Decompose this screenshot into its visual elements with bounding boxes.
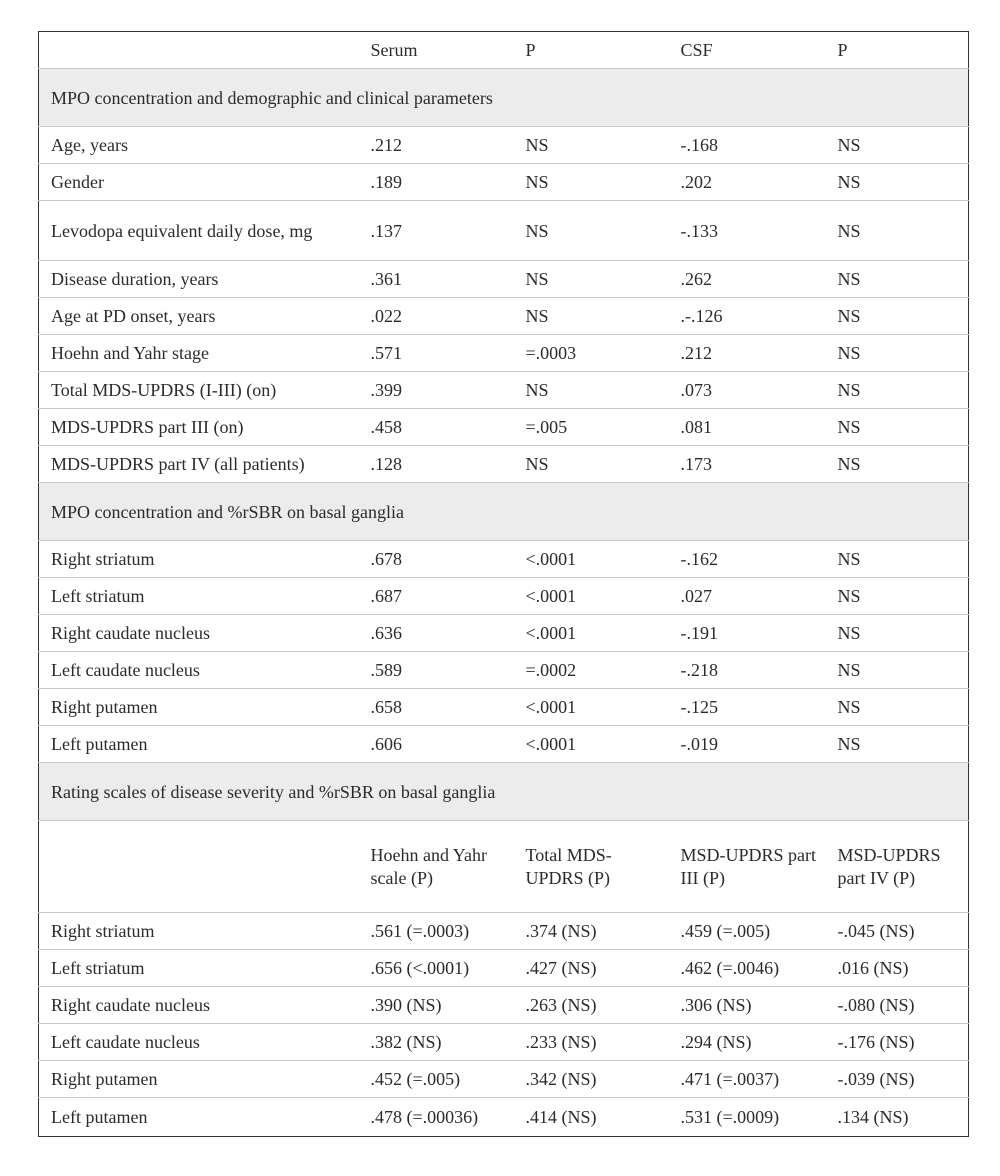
value-cell: .128 <box>359 446 514 483</box>
subheader-text: MSD-UPDRS part III (P) <box>680 844 817 888</box>
row-label: Disease duration, years <box>39 261 359 298</box>
value-cell: NS <box>826 372 969 409</box>
value-cell: .374 (NS) <box>514 913 669 950</box>
value-cell: NS <box>514 201 669 261</box>
table-row <box>39 689 969 726</box>
value-cell: NS <box>514 372 669 409</box>
value-cell: .081 <box>669 409 826 446</box>
value-cell: -.019 <box>669 726 826 763</box>
value-cell: .459 (=.005) <box>669 913 826 950</box>
table-row <box>39 578 969 615</box>
value-cell: .212 <box>669 335 826 372</box>
row-label: Left caudate nucleus <box>39 652 359 689</box>
value-cell: <.0001 <box>514 726 669 763</box>
row-label: Left putamen <box>39 726 359 763</box>
value-cell: <.0001 <box>514 689 669 726</box>
value-cell: -.080 (NS) <box>826 987 969 1024</box>
value-cell: .233 (NS) <box>514 1024 669 1061</box>
value-cell: NS <box>826 298 969 335</box>
value-cell: .306 (NS) <box>669 987 826 1024</box>
subheader-text: Hoehn and Yahr scale (P) <box>370 844 487 888</box>
value-cell: -.125 <box>669 689 826 726</box>
subheader-text: Total MDS-UPDRS (P) <box>525 844 612 888</box>
value-cell: .390 (NS) <box>359 987 514 1024</box>
subheader-cell <box>826 821 969 913</box>
table-header-row <box>39 32 969 69</box>
value-cell: <.0001 <box>514 541 669 578</box>
value-cell: .022 <box>359 298 514 335</box>
header-cell-csf: CSF <box>669 32 826 69</box>
value-cell: NS <box>826 127 969 164</box>
value-cell: =.005 <box>514 409 669 446</box>
table-row <box>39 615 969 652</box>
value-cell: NS <box>514 127 669 164</box>
value-cell: .212 <box>359 127 514 164</box>
value-cell: NS <box>514 298 669 335</box>
value-cell: .427 (NS) <box>514 950 669 987</box>
value-cell: .636 <box>359 615 514 652</box>
value-cell: NS <box>826 201 969 261</box>
value-cell: .471 (=.0037) <box>669 1061 826 1098</box>
table-row <box>39 652 969 689</box>
value-cell: .361 <box>359 261 514 298</box>
table-body <box>39 32 969 1137</box>
header-cell-p: P <box>826 32 969 69</box>
value-cell: .027 <box>669 578 826 615</box>
row-label: Right striatum <box>39 541 359 578</box>
section-title: MPO concentration and %rSBR on basal ganglia <box>39 483 969 541</box>
value-cell: .452 (=.005) <box>359 1061 514 1098</box>
row-label: Right putamen <box>39 1061 359 1098</box>
row-label: MDS-UPDRS part III (on) <box>39 409 359 446</box>
table-row <box>39 541 969 578</box>
table-row <box>39 1061 969 1098</box>
value-cell: NS <box>826 541 969 578</box>
value-cell: NS <box>826 652 969 689</box>
table-row <box>39 446 969 483</box>
correlation-table-container <box>38 31 968 1137</box>
table-row <box>39 261 969 298</box>
subheader-cell <box>39 821 359 913</box>
row-label: Left caudate nucleus <box>39 1024 359 1061</box>
value-cell: .478 (=.00036) <box>370 1107 479 1127</box>
row-label: Left putamen <box>51 1107 148 1127</box>
value-cell: .137 <box>359 201 514 261</box>
header-cell-serum: Serum <box>359 32 514 69</box>
value-cell: -.168 <box>669 127 826 164</box>
value-cell: .656 (<.0001) <box>359 950 514 987</box>
value-cell: .382 (NS) <box>359 1024 514 1061</box>
table-row <box>39 372 969 409</box>
row-label: Left striatum <box>39 950 359 987</box>
value-cell: .073 <box>669 372 826 409</box>
table-row <box>39 1024 969 1061</box>
table-row <box>39 335 969 372</box>
value-cell: .173 <box>669 446 826 483</box>
value-cell: NS <box>826 726 969 763</box>
section-title: MPO concentration and demographic and clinical parameters <box>39 69 969 127</box>
value-cell: NS <box>826 578 969 615</box>
value-cell: NS <box>826 689 969 726</box>
value-cell: -.218 <box>669 652 826 689</box>
value-cell: -.176 (NS) <box>826 1024 969 1061</box>
value-cell: <.0001 <box>514 615 669 652</box>
table-row <box>39 1098 969 1137</box>
value-cell: .458 <box>359 409 514 446</box>
subheader-row <box>39 821 969 913</box>
value-cell: .678 <box>359 541 514 578</box>
value-cell: NS <box>514 261 669 298</box>
table-row <box>39 164 969 201</box>
value-cell: .606 <box>359 726 514 763</box>
value-cell: .263 (NS) <box>514 987 669 1024</box>
row-label: Right caudate nucleus <box>39 987 359 1024</box>
table-row <box>39 298 969 335</box>
value-cell: .462 (=.0046) <box>669 950 826 987</box>
value-cell: .342 (NS) <box>514 1061 669 1098</box>
value-cell: =.0002 <box>514 652 669 689</box>
table-row <box>39 726 969 763</box>
value-cell: =.0003 <box>514 335 669 372</box>
value-cell: -.039 (NS) <box>826 1061 969 1098</box>
section-header-row <box>39 69 969 127</box>
section-title: Rating scales of disease severity and %rSBR on basal ganglia <box>39 763 969 821</box>
row-label: Hoehn and Yahr stage <box>39 335 359 372</box>
value-cell: .571 <box>359 335 514 372</box>
value-cell: NS <box>514 446 669 483</box>
value-cell: .-.126 <box>669 298 826 335</box>
value-cell: -.162 <box>669 541 826 578</box>
header-cell <box>39 32 359 69</box>
header-cell-p: P <box>514 32 669 69</box>
table-row <box>39 409 969 446</box>
table-row <box>39 950 969 987</box>
row-label: Gender <box>39 164 359 201</box>
value-cell: -.191 <box>669 615 826 652</box>
value-cell: NS <box>826 335 969 372</box>
row-label: MDS-UPDRS part IV (all patients) <box>39 446 359 483</box>
subheader-cell <box>514 821 669 913</box>
value-cell: .561 (=.0003) <box>359 913 514 950</box>
row-label: Age, years <box>39 127 359 164</box>
value-cell: .202 <box>669 164 826 201</box>
correlation-table <box>38 31 969 1137</box>
value-cell: NS <box>826 164 969 201</box>
value-cell: .414 (NS) <box>525 1107 597 1127</box>
section-header-row <box>39 763 969 821</box>
row-label: Right caudate nucleus <box>39 615 359 652</box>
row-label: Right striatum <box>39 913 359 950</box>
value-cell: .658 <box>359 689 514 726</box>
row-label: Age at PD onset, years <box>39 298 359 335</box>
table-row <box>39 987 969 1024</box>
value-cell: .399 <box>359 372 514 409</box>
subheader-cell <box>359 821 514 913</box>
subheader-text: MSD-UPDRS part IV (P) <box>837 844 941 888</box>
table-row <box>39 201 969 261</box>
value-cell: .134 (NS) <box>837 1107 909 1127</box>
row-label: Right putamen <box>39 689 359 726</box>
table-row <box>39 913 969 950</box>
value-cell: NS <box>826 409 969 446</box>
value-cell: .589 <box>359 652 514 689</box>
value-cell: NS <box>826 261 969 298</box>
value-cell: NS <box>826 446 969 483</box>
value-cell: .189 <box>359 164 514 201</box>
value-cell: .294 (NS) <box>669 1024 826 1061</box>
row-label: Left striatum <box>39 578 359 615</box>
value-cell: .687 <box>359 578 514 615</box>
value-cell: -.133 <box>669 201 826 261</box>
row-label: Levodopa equivalent daily dose, mg <box>39 201 359 261</box>
row-label: Total MDS-UPDRS (I-III) (on) <box>39 372 359 409</box>
table-row <box>39 127 969 164</box>
value-cell: NS <box>514 164 669 201</box>
value-cell: <.0001 <box>514 578 669 615</box>
value-cell: NS <box>826 615 969 652</box>
subheader-cell <box>669 821 826 913</box>
value-cell: .016 (NS) <box>826 950 969 987</box>
value-cell: .262 <box>669 261 826 298</box>
value-cell: -.045 (NS) <box>826 913 969 950</box>
section-header-row <box>39 483 969 541</box>
value-cell: .531 (=.0009) <box>680 1107 780 1127</box>
